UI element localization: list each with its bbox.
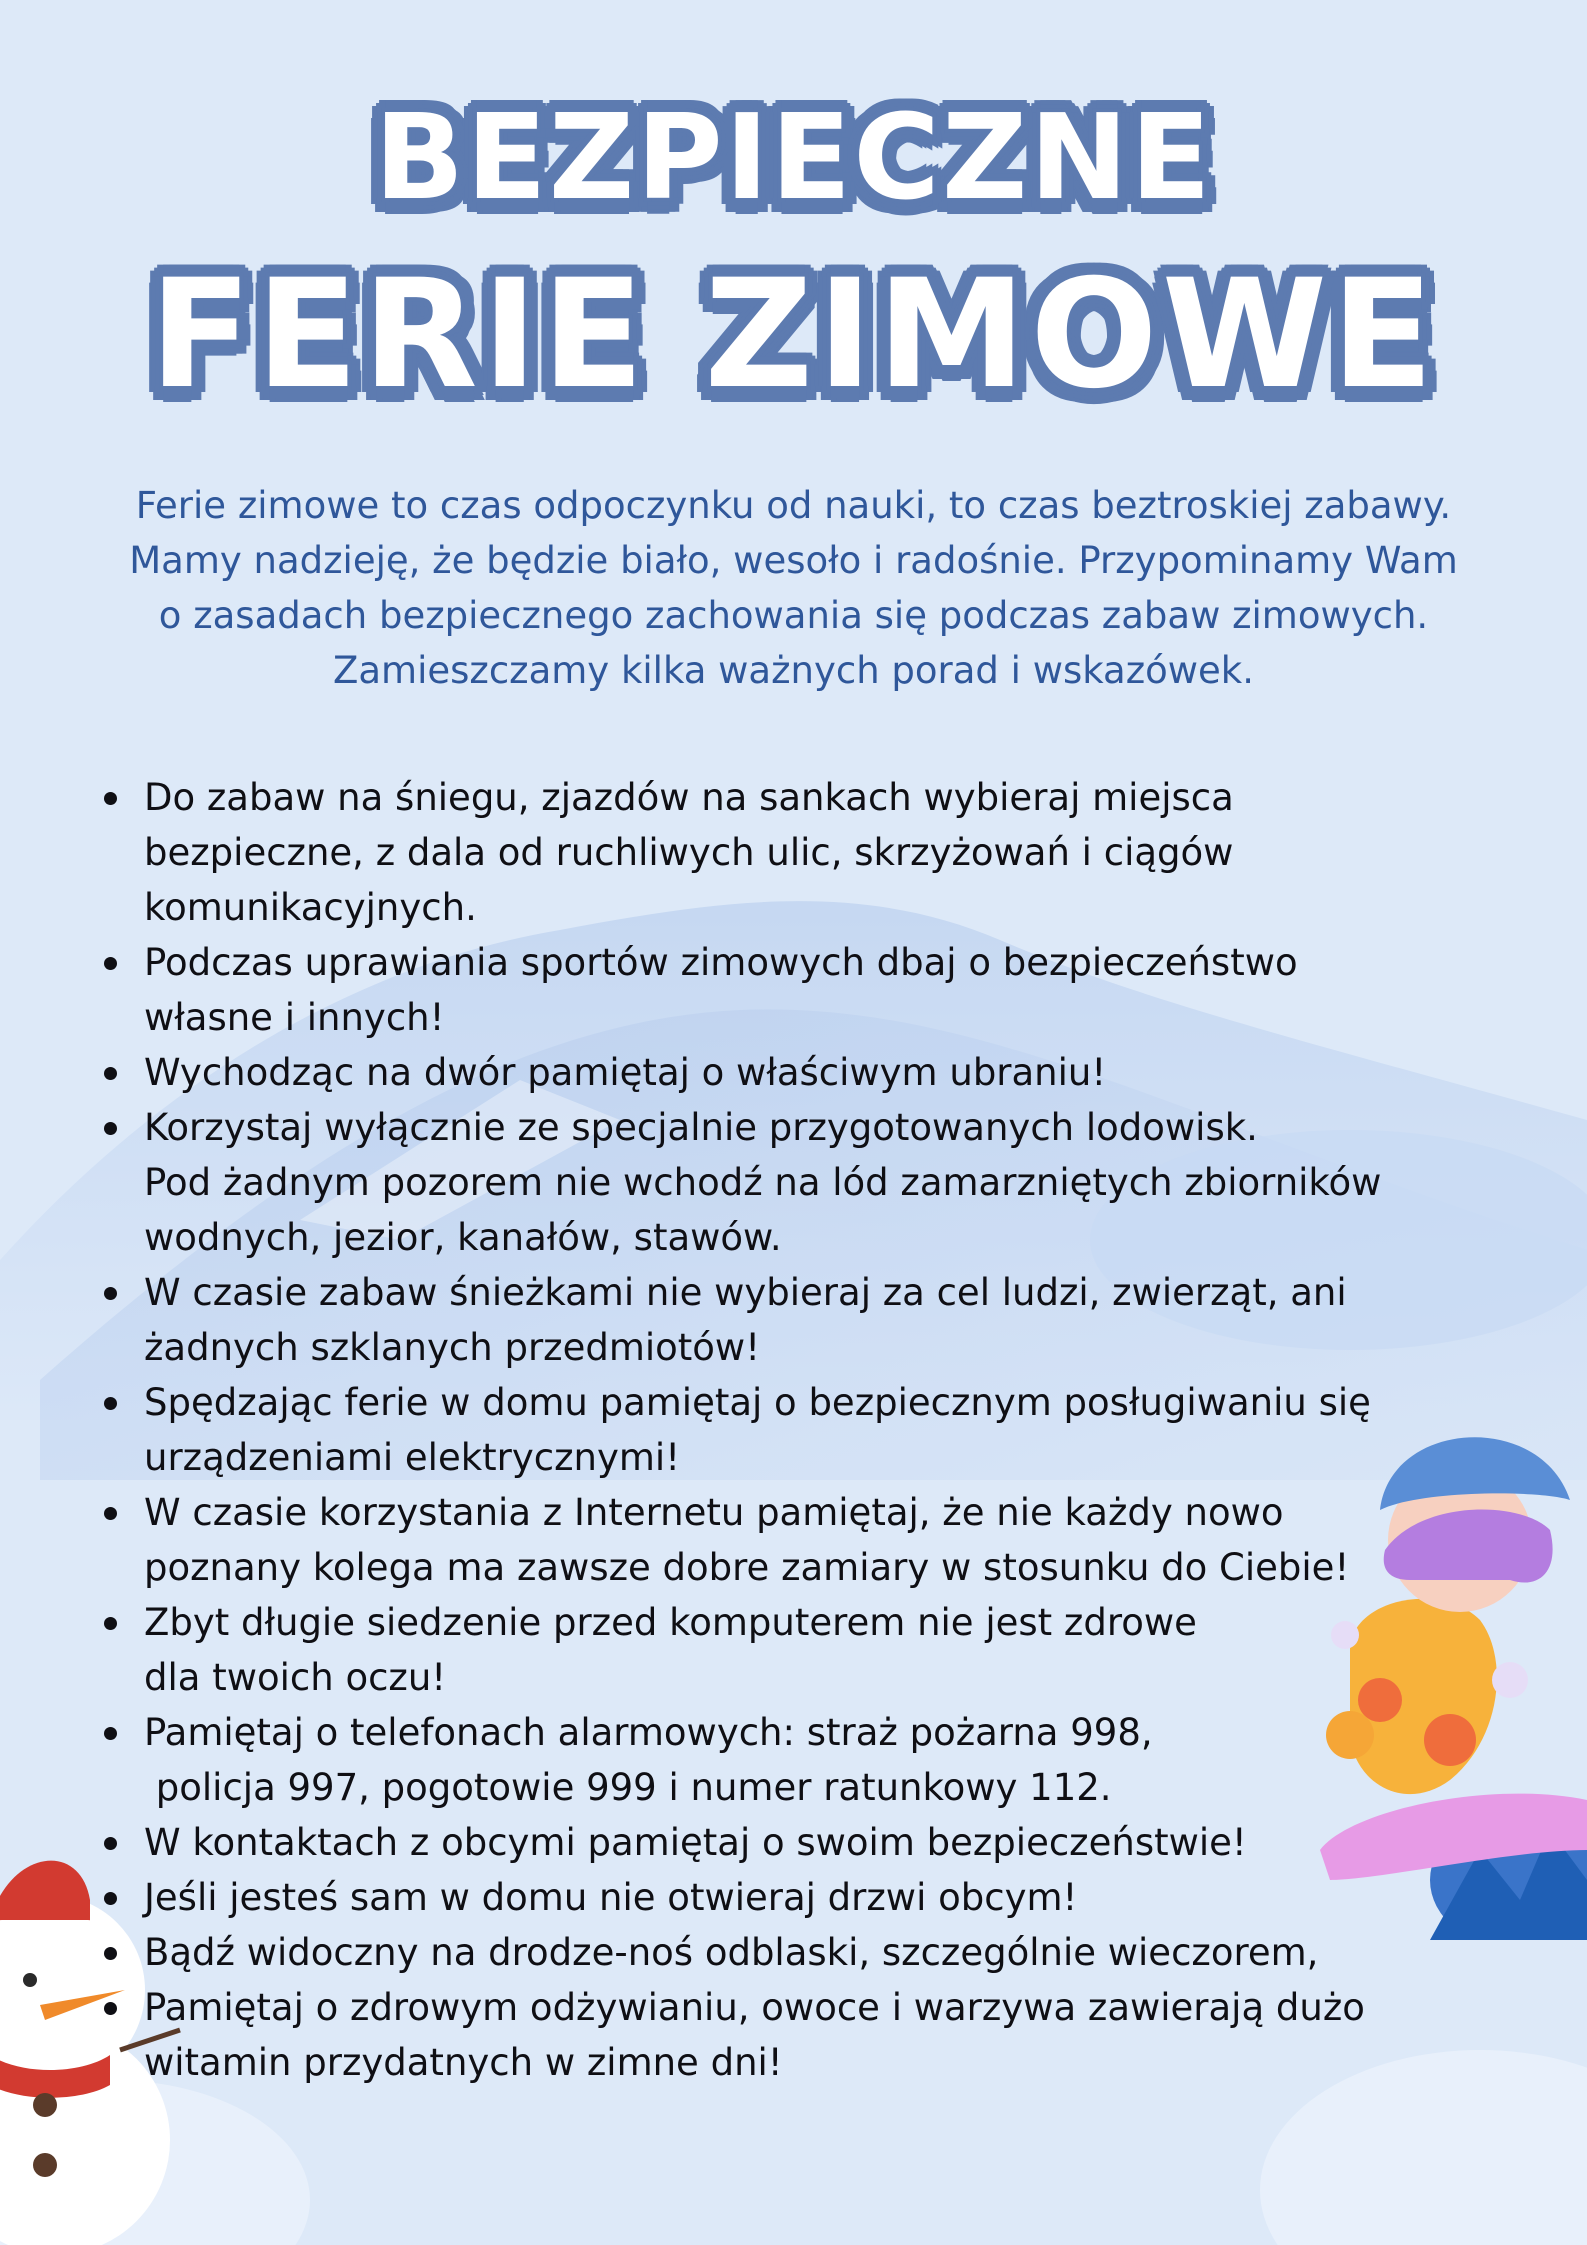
list-item-text: Zbyt długie siedzenie przed komputerem nie jest zdrowe [144, 1601, 1197, 1644]
bullet-icon [104, 1837, 117, 1850]
list-item [144, 1485, 1587, 1595]
list-item [144, 1375, 1587, 1485]
list-item-text: Wychodząc na dwór pamiętaj o właściwym ubraniu! [144, 1051, 1107, 1094]
list-item-text: Jeśli jesteś sam w domu nie otwieraj drzwi obcym! [144, 1876, 1078, 1919]
list-item-text: Bądź widoczny na drodze-noś odblaski, szczególnie wieczorem, [144, 1931, 1319, 1974]
list-item [144, 1815, 1587, 1870]
list-item-text: własne i innych! [144, 996, 445, 1039]
safety-rules-list [100, 770, 1587, 2090]
list-item [144, 1705, 1587, 1815]
bullet-icon [104, 1287, 117, 1300]
intro-line: Ferie zimowe to czas odpoczynku od nauki, to czas beztroskiej zabawy. [135, 484, 1452, 527]
intro-paragraph [60, 478, 1527, 698]
list-item [144, 1045, 1587, 1100]
list-item [144, 1980, 1587, 2090]
intro-line: o zasadach bezpiecznego zachowania się podczas zabaw zimowych. [158, 594, 1429, 637]
list-item [144, 1925, 1587, 1980]
bullet-icon [104, 1892, 117, 1905]
list-item-text: W kontaktach z obcymi pamiętaj o swoim bezpieczeństwie! [144, 1821, 1247, 1864]
list-item-text: żadnych szklanych przedmiotów! [144, 1326, 761, 1369]
bullet-icon [104, 1947, 117, 1960]
list-item-text: komunikacyjnych. [144, 886, 477, 929]
bullet-icon [104, 1397, 117, 1410]
list-item [144, 1100, 1587, 1265]
list-item-text: W czasie zabaw śnieżkami nie wybieraj za cel ludzi, zwierząt, ani [144, 1271, 1347, 1314]
bullet-icon [104, 1067, 117, 1080]
intro-line: Mamy nadzieję, że będzie biało, wesoło i radośnie. Przypominamy Wam [129, 539, 1458, 582]
bullet-icon [104, 1617, 117, 1630]
list-item [144, 770, 1587, 935]
list-item-text: W czasie korzystania z Internetu pamiętaj, że nie każdy nowo [144, 1491, 1284, 1534]
list-item-text: policja 997, pogotowie 999 i numer ratunkowy 112. [144, 1766, 1112, 1809]
title-line-2: FERIE ZIMOWE [149, 248, 1438, 422]
list-item [144, 1870, 1587, 1925]
list-item-text: Korzystaj wyłącznie ze specjalnie przygotowanych lodowisk. [144, 1106, 1258, 1149]
list-item-text: Spędzając ferie w domu pamiętaj o bezpiecznym posługiwaniu się [144, 1381, 1371, 1424]
list-item-text: Pamiętaj o zdrowym odżywianiu, owoce i warzywa zawierają dużo [144, 1986, 1365, 2029]
list-item [144, 1265, 1587, 1375]
list-item-text: Podczas uprawiania sportów zimowych dbaj o bezpieczeństwo [144, 941, 1298, 984]
bullet-icon [104, 1507, 117, 1520]
list-item-text: Pod żadnym pozorem nie wchodź na lód zamarzniętych zbiorników [144, 1161, 1382, 1204]
intro-line: Zamieszczamy kilka ważnych porad i wskazówek. [333, 649, 1254, 692]
list-item-text: urządzeniami elektrycznymi! [144, 1436, 681, 1479]
list-item [144, 935, 1587, 1045]
list-item-text: Do zabaw na śniegu, zjazdów na sankach wybieraj miejsca [144, 776, 1234, 819]
bullet-icon [104, 2002, 117, 2015]
bullet-icon [104, 1122, 117, 1135]
bullet-icon [104, 957, 117, 970]
list-item-text: dla twoich oczu! [144, 1656, 447, 1699]
list-item-text: poznany kolega ma zawsze dobre zamiary w stosunku do Ciebie! [144, 1546, 1350, 1589]
list-item [144, 1595, 1587, 1705]
title-line-1: BEZPIECZNE [374, 88, 1213, 226]
list-item-text: bezpieczne, z dala od ruchliwych ulic, skrzyżowań i ciągów [144, 831, 1234, 874]
list-item-text: Pamiętaj o telefonach alarmowych: straż pożarna 998, [144, 1711, 1153, 1754]
list-item-text: witamin przydatnych w zimne dni! [144, 2041, 783, 2084]
bullet-icon [104, 792, 117, 805]
list-item-text: wodnych, jezior, kanałów, stawów. [144, 1216, 782, 1259]
bullet-icon [104, 1727, 117, 1740]
